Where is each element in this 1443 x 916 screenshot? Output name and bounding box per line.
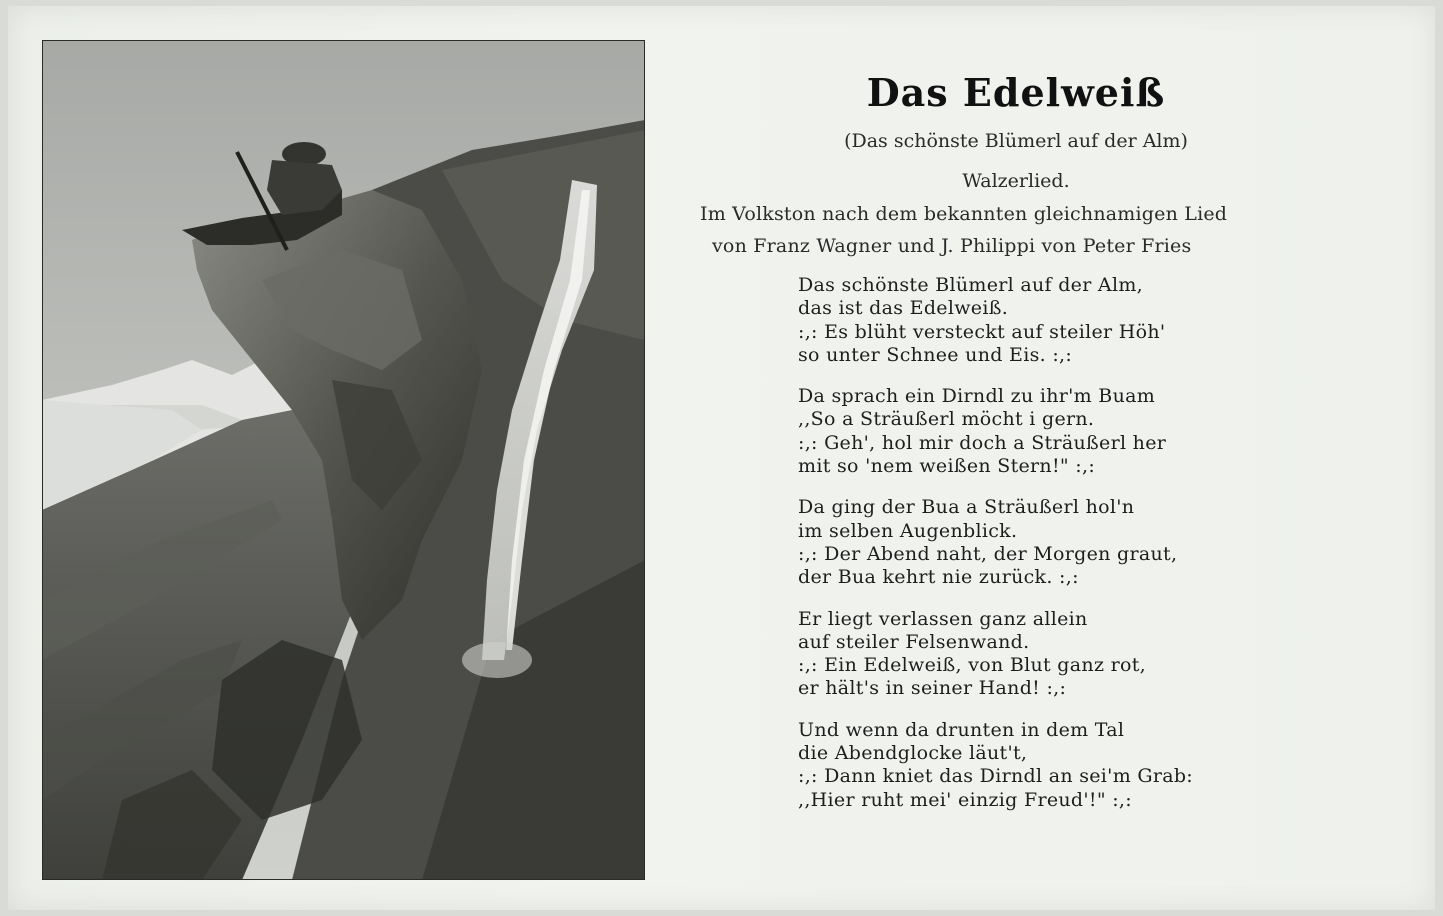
lyric-line: im selben Augenblick. (798, 519, 1018, 542)
mountain-photo (42, 40, 645, 880)
lyric-line: der Bua kehrt nie zurück. :,: (798, 566, 1079, 589)
mountain-waterfall-photo-icon (42, 40, 645, 880)
verse-3 (798, 496, 1398, 589)
lyric-line: das ist das Edelweiß. (798, 297, 1009, 320)
lyric-line: Er liegt verlassen ganz allein (798, 607, 1088, 630)
lyric-line: :,: Ein Edelweiß, von Blut ganz rot, (798, 654, 1146, 677)
verse-5 (798, 719, 1398, 812)
lyric-line: ,,So a Sträußerl möcht i gern. (798, 408, 1095, 431)
verse-2 (798, 385, 1398, 478)
song-subtitle: (Das schönste Blümerl auf der Alm) (844, 130, 1188, 152)
lyric-line: mit so 'nem weißen Stern!" :,: (798, 455, 1096, 478)
verse-4 (798, 608, 1398, 701)
lyric-line: :,: Der Abend naht, der Morgen graut, (798, 542, 1178, 565)
lyric-line: :,: Dann kniet das Dirndl an sei'm Grab: (798, 765, 1193, 788)
song-text-column (660, 0, 1420, 916)
lyric-line: Und wenn da drunten in dem Tal (798, 718, 1125, 741)
lyric-line: :,: Es blüht versteckt auf steiler Höh' (798, 320, 1166, 343)
lyrics (798, 274, 1398, 830)
lyric-line: so unter Schnee und Eis. :,: (798, 343, 1073, 366)
lyric-line: ,,Hier ruht mei' einzig Freud'!" :,: (798, 788, 1132, 811)
credit-line-1: Im Volkston nach dem bekannten gleichnamigen Lied (700, 203, 1228, 225)
lyric-line: die Abendglocke läut't, (798, 742, 1028, 765)
lyric-line: Das schönste Blümerl auf der Alm, (798, 274, 1143, 296)
lyric-line: auf steiler Felsenwand. (798, 630, 1030, 653)
lyric-line: er hält's in seiner Hand! :,: (798, 677, 1067, 700)
lyric-line: Da ging der Bua a Sträußerl hol'n (798, 496, 1135, 519)
song-title: Das Edelweiß (866, 70, 1166, 115)
lyric-line: Da sprach ein Dirndl zu ihr'm Buam (798, 385, 1156, 408)
verse-1 (798, 274, 1398, 367)
song-genre: Walzerlied. (962, 170, 1070, 192)
credit-line-2: von Franz Wagner und J. Philippi von Peter Fries (712, 235, 1192, 257)
lyric-line: :,: Geh', hol mir doch a Sträußerl her (798, 431, 1167, 454)
